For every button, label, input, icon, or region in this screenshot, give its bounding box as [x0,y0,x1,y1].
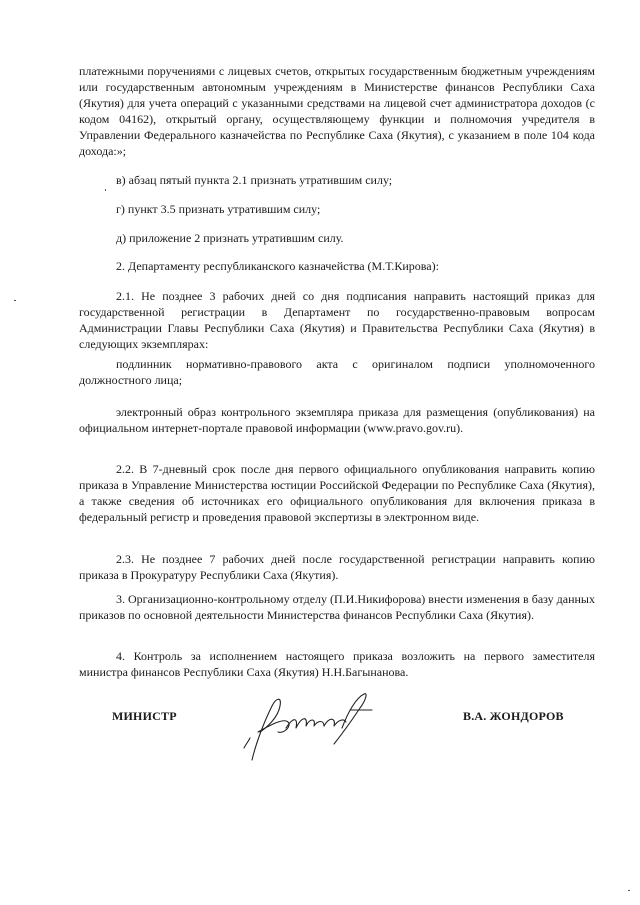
paragraph-item-d: д) приложение 2 признать утратившим силу. [116,231,344,245]
corner-speck [628,890,630,891]
paragraph-2-2: 2.2. В 7-дневный срок после дня первого официального опубликования направить копию приказа в Управление Министерства юстиции Российской Федерации по Республике Саха (Якутия), а также сведения об источниках его официального опубликования для включения приказа в федеральный регистр и проведения правовой экспертизы в электронном виде. [79,462,595,524]
paragraph-item-g: г) пункт 3.5 признать утратившим силу; [116,202,321,216]
paragraph-section-4: 4. Контроль за исполнением настоящего приказа возложить на первого заместителя министра финансов Республики Саха (Якутия) Н.Н.Багынанова. [79,649,595,679]
paragraph-item-v: в) абзац пятый пункта 2.1 признать утратившим силу; [116,173,393,187]
signatory-title: МИНИСТР [112,709,177,723]
paragraph-2-3: 2.3. Не позднее 7 рабочих дней после государственной регистрации направить копию приказа в Прокуратуру Республики Саха (Якутия). [79,552,595,582]
paragraph-electronic-copy: электронный образ контрольного экземпляра приказа для размещения (опубликования) на официальном интернет-портале правовой информации (www.pravo.gov.ru). [79,405,595,435]
paragraph-section-2: 2. Департаменту республиканского казначейства (М.Т.Кирова): [116,259,439,273]
paragraph-continuation: платежными поручениями с лицевых счетов, открытых государственным бюджетным учреждениям или государственным автономным учреждениям в Министерстве финансов Республики Саха (Якутия) для учета операций с указанными средствами на лицевой счет администратора доходов (с кодом 04162), открытый органу, осуществляющему функции и полномочия учредителя в Управлении Федерального казначейства по Республике Саха (Якутия), с указанием в поле 104 кода дохода:»; [79,64,595,158]
paragraph-2-1: 2.1. Не позднее 3 рабочих дней со дня подписания направить настоящий приказ для государственной регистрации в Департамент по государственно-правовым вопросам Администрации Главы Республики Саха (Якутия) и Правительства Республики Саха (Якутия) в следующих экземплярах: [79,289,595,351]
signatory-name: В.А. ЖОНДОРОВ [463,709,564,723]
handwritten-signature [238,688,378,766]
paragraph-section-3: 3. Организационно-контрольному отделу (П.И.Никифорова) внести изменения в базу данных приказов по основной деятельности Министерства финансов Республики Саха (Якутия). [79,592,595,622]
paragraph-original-copy: подлинник нормативно-правового акта с оригиналом подписи уполномоченного должностного лица; [79,357,595,387]
scan-speck [105,189,106,191]
margin-speck [14,300,16,301]
